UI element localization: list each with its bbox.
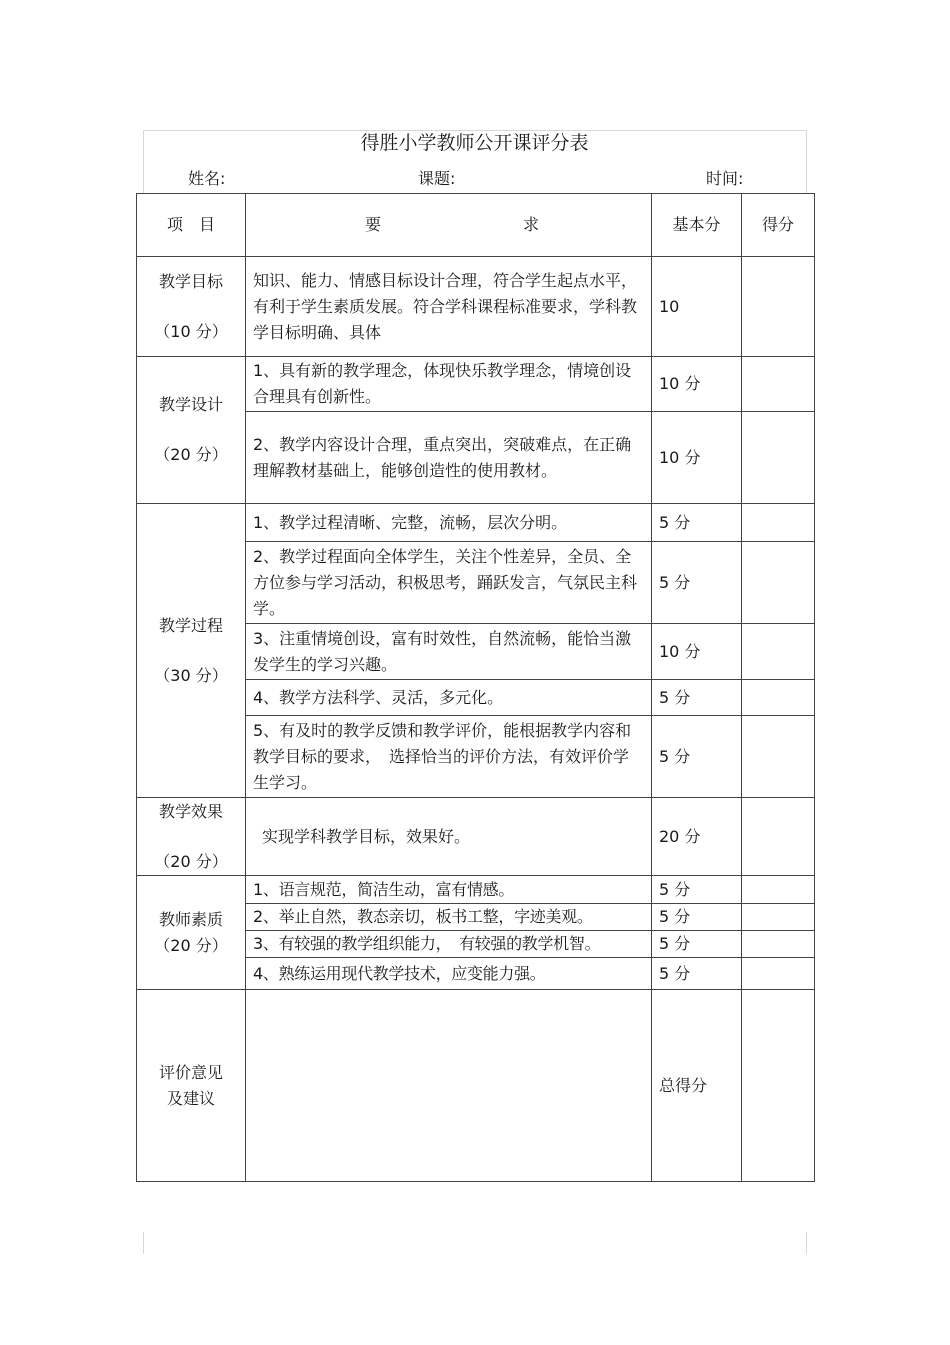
total-score-input-cell[interactable] — [742, 990, 815, 1182]
section-process — [137, 504, 246, 798]
section-name: 教师素质 — [158, 909, 223, 929]
form-title: 得胜小学教师公开课评分表 — [360, 132, 589, 154]
section-points: （10 分） — [154, 321, 228, 341]
requirement-text: 2、教学内容设计合理，重点突出，突破难点，在正确理解教材基础上，能够创造性的使用教材。 — [246, 412, 652, 504]
header-req-left: 要 — [365, 215, 382, 234]
score-input-cell[interactable] — [742, 876, 815, 904]
frame-right-line — [806, 130, 807, 194]
requirement-text: 知识、能力、情感目标设计合理，符合学生起点水平，有利于学生素质发展。符合学科课程标准要求，学科教学目标明确、具体 — [246, 257, 652, 357]
requirement-text: 3、注重情境创设，富有时效性，自然流畅，能恰当激发学生的学习兴趣。 — [246, 624, 652, 680]
score-input-cell[interactable] — [742, 257, 815, 357]
score-input-cell[interactable] — [742, 412, 815, 504]
comment-label — [137, 990, 246, 1182]
score-table — [136, 193, 815, 1182]
requirement-text: 1、教学过程清晰、完整，流畅，层次分明。 — [246, 504, 652, 542]
section-points: （20 分） — [154, 851, 228, 871]
score-input-cell[interactable] — [742, 357, 815, 412]
requirement-text: 1、具有新的教学理念，体现快乐教学理念，情境创设合理具有创新性。 — [246, 357, 652, 412]
base-score: 5 分 — [652, 716, 742, 798]
base-score: 5 分 — [652, 876, 742, 904]
frame-right-bottom-line — [806, 1232, 807, 1254]
base-score: 5 分 — [652, 958, 742, 990]
requirement-text: 1、语言规范，简洁生动，富有情感。 — [246, 876, 652, 904]
comment-input-cell[interactable] — [246, 990, 652, 1182]
section-quality — [137, 876, 246, 990]
section-goal — [137, 257, 246, 357]
requirement-text: 4、教学方法科学、灵活，多元化。 — [246, 680, 652, 716]
requirement-text: 5、有及时的教学反馈和教学评价，能根据教学内容和教学目标的要求， 选择恰当的评价方法，有效评价学生学习。 — [246, 716, 652, 798]
score-input-cell[interactable] — [742, 542, 815, 624]
header-req-right: 求 — [522, 215, 539, 234]
base-score: 10 — [652, 257, 742, 357]
section-name: 教学效果 — [158, 801, 223, 821]
score-input-cell[interactable] — [742, 680, 815, 716]
requirement-text: 2、举止自然，教态亲切，板书工整，字迹美观。 — [246, 904, 652, 931]
base-score: 10 分 — [652, 412, 742, 504]
table-row — [137, 257, 815, 357]
requirement-text: 3、有较强的教学组织能力， 有较强的教学机智。 — [246, 931, 652, 958]
base-score: 5 分 — [652, 504, 742, 542]
header-item: 项 目 — [137, 194, 246, 257]
table-row — [137, 357, 815, 412]
header-base-score: 基本分 — [652, 194, 742, 257]
base-score: 5 分 — [652, 542, 742, 624]
score-input-cell[interactable] — [742, 716, 815, 798]
header-row — [137, 194, 815, 257]
total-score-label: 总得分 — [652, 990, 742, 1182]
section-name: 教学过程 — [158, 615, 223, 635]
section-points: （30 分） — [154, 665, 228, 685]
base-score: 5 分 — [652, 931, 742, 958]
table-row — [137, 876, 815, 904]
section-points: （20 分） — [154, 935, 228, 955]
table-row — [137, 798, 815, 876]
time-label: 时间: — [706, 169, 744, 188]
section-points: （20 分） — [154, 445, 228, 464]
score-input-cell[interactable] — [742, 931, 815, 958]
name-label: 姓名: — [188, 169, 226, 188]
requirement-text: 4、熟练运用现代教学技术，应变能力强。 — [246, 958, 652, 990]
score-input-cell[interactable] — [742, 904, 815, 931]
header-got-score: 得分 — [742, 194, 815, 257]
section-design — [137, 357, 246, 504]
comment-label-line1: 评价意见 — [158, 1062, 223, 1082]
frame-left-bottom-line — [143, 1232, 144, 1254]
base-score: 5 分 — [652, 904, 742, 931]
comment-row — [137, 990, 815, 1182]
score-input-cell[interactable] — [742, 798, 815, 876]
score-input-cell[interactable] — [742, 624, 815, 680]
score-input-cell[interactable] — [742, 504, 815, 542]
requirement-text: 2、教学过程面向全体学生，关注个性差异，全员、全方位参与学习活动，积极思考，踊跃发言，气氛民主科学。 — [246, 542, 652, 624]
topic-label: 课题: — [418, 169, 456, 188]
section-name: 教学目标 — [158, 271, 223, 291]
header-requirement — [246, 194, 652, 257]
comment-label-line2: 及建议 — [166, 1088, 215, 1108]
base-score: 5 分 — [652, 680, 742, 716]
section-effect — [137, 798, 246, 876]
section-name: 教学设计 — [158, 395, 223, 414]
base-score: 10 分 — [652, 357, 742, 412]
score-input-cell[interactable] — [742, 958, 815, 990]
requirement-text: 实现学科教学目标，效果好。 — [246, 798, 652, 876]
base-score: 20 分 — [652, 798, 742, 876]
base-score: 10 分 — [652, 624, 742, 680]
table-row — [137, 504, 815, 542]
